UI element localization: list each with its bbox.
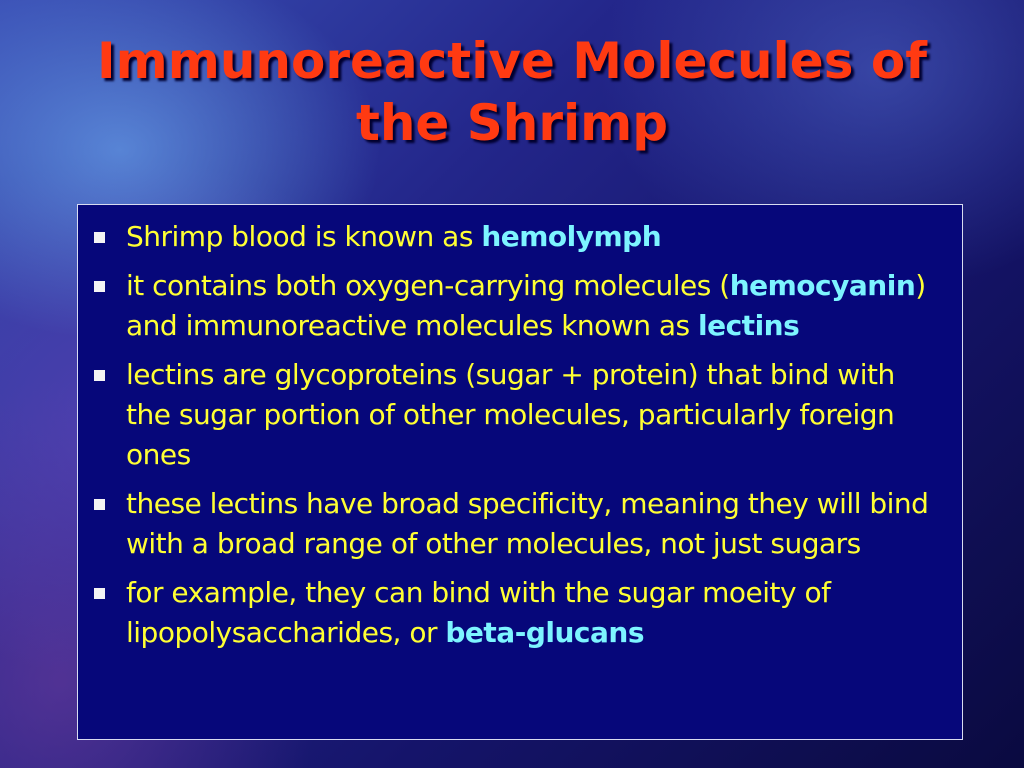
content-box	[77, 204, 963, 740]
slide-title-line-2: the Shrimp	[355, 94, 669, 152]
square-bullet-icon	[94, 281, 105, 292]
bullet-segment: Shrimp blood is known as	[126, 220, 482, 253]
square-bullet-icon	[94, 232, 105, 243]
square-bullet-icon	[94, 370, 105, 381]
bullet-segment: for example, they can bind with the sugar moeity of lipopolysaccharides, or	[126, 576, 831, 649]
bullet-item	[92, 484, 938, 564]
square-bullet-icon	[94, 499, 105, 510]
bullet-highlight: hemolymph	[481, 220, 662, 253]
bullet-item	[92, 573, 938, 653]
bullet-item	[92, 217, 938, 257]
bullet-segment: lectins are glycoproteins (sugar + protein) that bind with the sugar portion of other molecules, particularly foreign ones	[126, 358, 895, 471]
bullet-item	[92, 266, 938, 346]
bullet-text	[126, 358, 895, 471]
bullet-item	[92, 355, 938, 475]
bullet-segment: these lectins have broad specificity, meaning they will bind with a broad range of other molecules, not just sugars	[126, 487, 929, 560]
square-bullet-icon	[94, 588, 105, 599]
bullet-text	[126, 220, 661, 253]
bullet-text	[126, 487, 928, 560]
slide-title-line-1: Immunoreactive Molecules of	[97, 32, 927, 90]
bullet-list	[92, 217, 938, 653]
slide-title	[0, 30, 1024, 154]
bullet-segment: ) and immunoreactive molecules known as	[126, 269, 926, 342]
bullet-text	[126, 576, 831, 649]
bullet-segment: it contains both oxygen-carrying molecules (	[126, 269, 730, 302]
bullet-text	[126, 269, 926, 342]
bullet-highlight: beta-glucans	[445, 616, 644, 649]
bullet-highlight: lectins	[698, 309, 800, 342]
bullet-highlight: hemocyanin	[729, 269, 916, 302]
